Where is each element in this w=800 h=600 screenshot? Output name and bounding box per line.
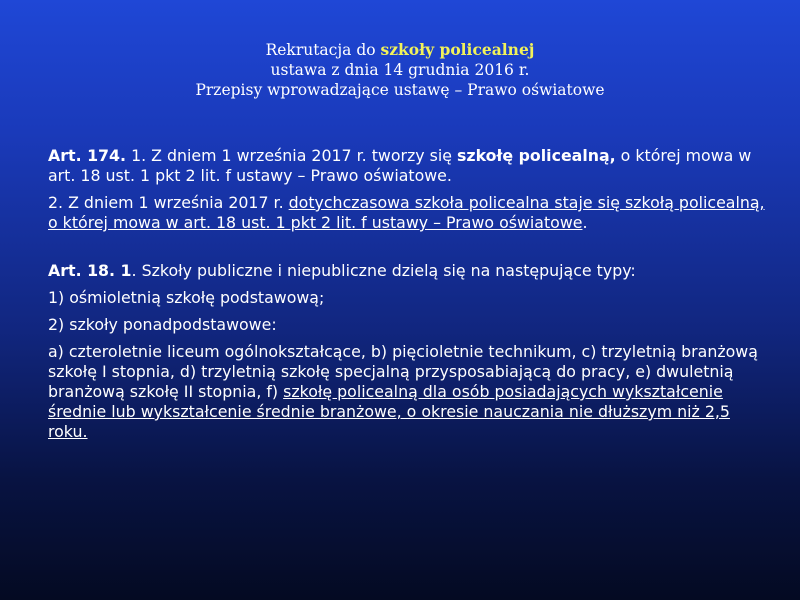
art174-p2-a: 2. Z dniem 1 września 2017 r. — [48, 193, 289, 212]
art174-p1-a: 1. Z dniem 1 września 2017 r. tworzy się — [126, 146, 457, 165]
art174-paragraph-1 — [48, 146, 768, 186]
title-line-3: Przepisy wprowadzające ustawę – Prawo oświatowe — [195, 81, 605, 99]
slide-title — [0, 40, 800, 100]
slide-body — [48, 146, 768, 449]
art174-p1-bold: szkołę policealną, — [457, 146, 616, 165]
art174-label: Art. 174. — [48, 146, 127, 165]
title-line-2: ustawa z dnia 14 grudnia 2016 r. — [270, 61, 530, 79]
art174-p2-underlined: dotychczasowa szkoła policealna staje się szkołą policealną, o której mowa w art. 18 ust. 1 pkt 2 lit. f ustawy – Prawo oświatowe — [48, 193, 765, 232]
art18-intro: . Szkoły publiczne i niepubliczne dzielą się na następujące typy: — [131, 261, 636, 280]
art174-paragraph-2 — [48, 193, 768, 233]
art18-item-a — [48, 342, 768, 442]
art174-p1-b: o której mowa w art. 18 ust. 1 pkt 2 lit. f ustawy – Prawo oświatowe. — [48, 146, 752, 185]
title-highlight: szkoły policealnej — [380, 40, 535, 59]
title-line-1 — [0, 40, 800, 60]
art18-label: Art. 18. 1 — [48, 261, 132, 280]
art18-item-f-underlined: szkołę policealną dla osób posiadających wykształcenie średnie lub wykształcenie średnie branżowe, o okresie nauczania nie dłuższym niż 2,5 roku. — [48, 382, 730, 441]
title-prefix: Rekrutacja do — [265, 41, 381, 59]
art18-item-a-text: a) czteroletnie liceum ogólnokształcące, b) pięcioletnie technikum, c) trzyletnią branżową szkołę I stopnia, d) trzyletnią szkołę specjalną przysposabiającą do pracy, e) dwuletnią branżową szkołę II stopnia, f) — [48, 342, 758, 401]
art18-paragraph-intro — [48, 261, 768, 281]
art174-p2-end: . — [582, 213, 588, 232]
art18-item-1: 1) ośmioletnią szkołę podstawową; — [48, 288, 325, 307]
art18-item-2: 2) szkoły ponadpodstawowe: — [48, 315, 277, 334]
